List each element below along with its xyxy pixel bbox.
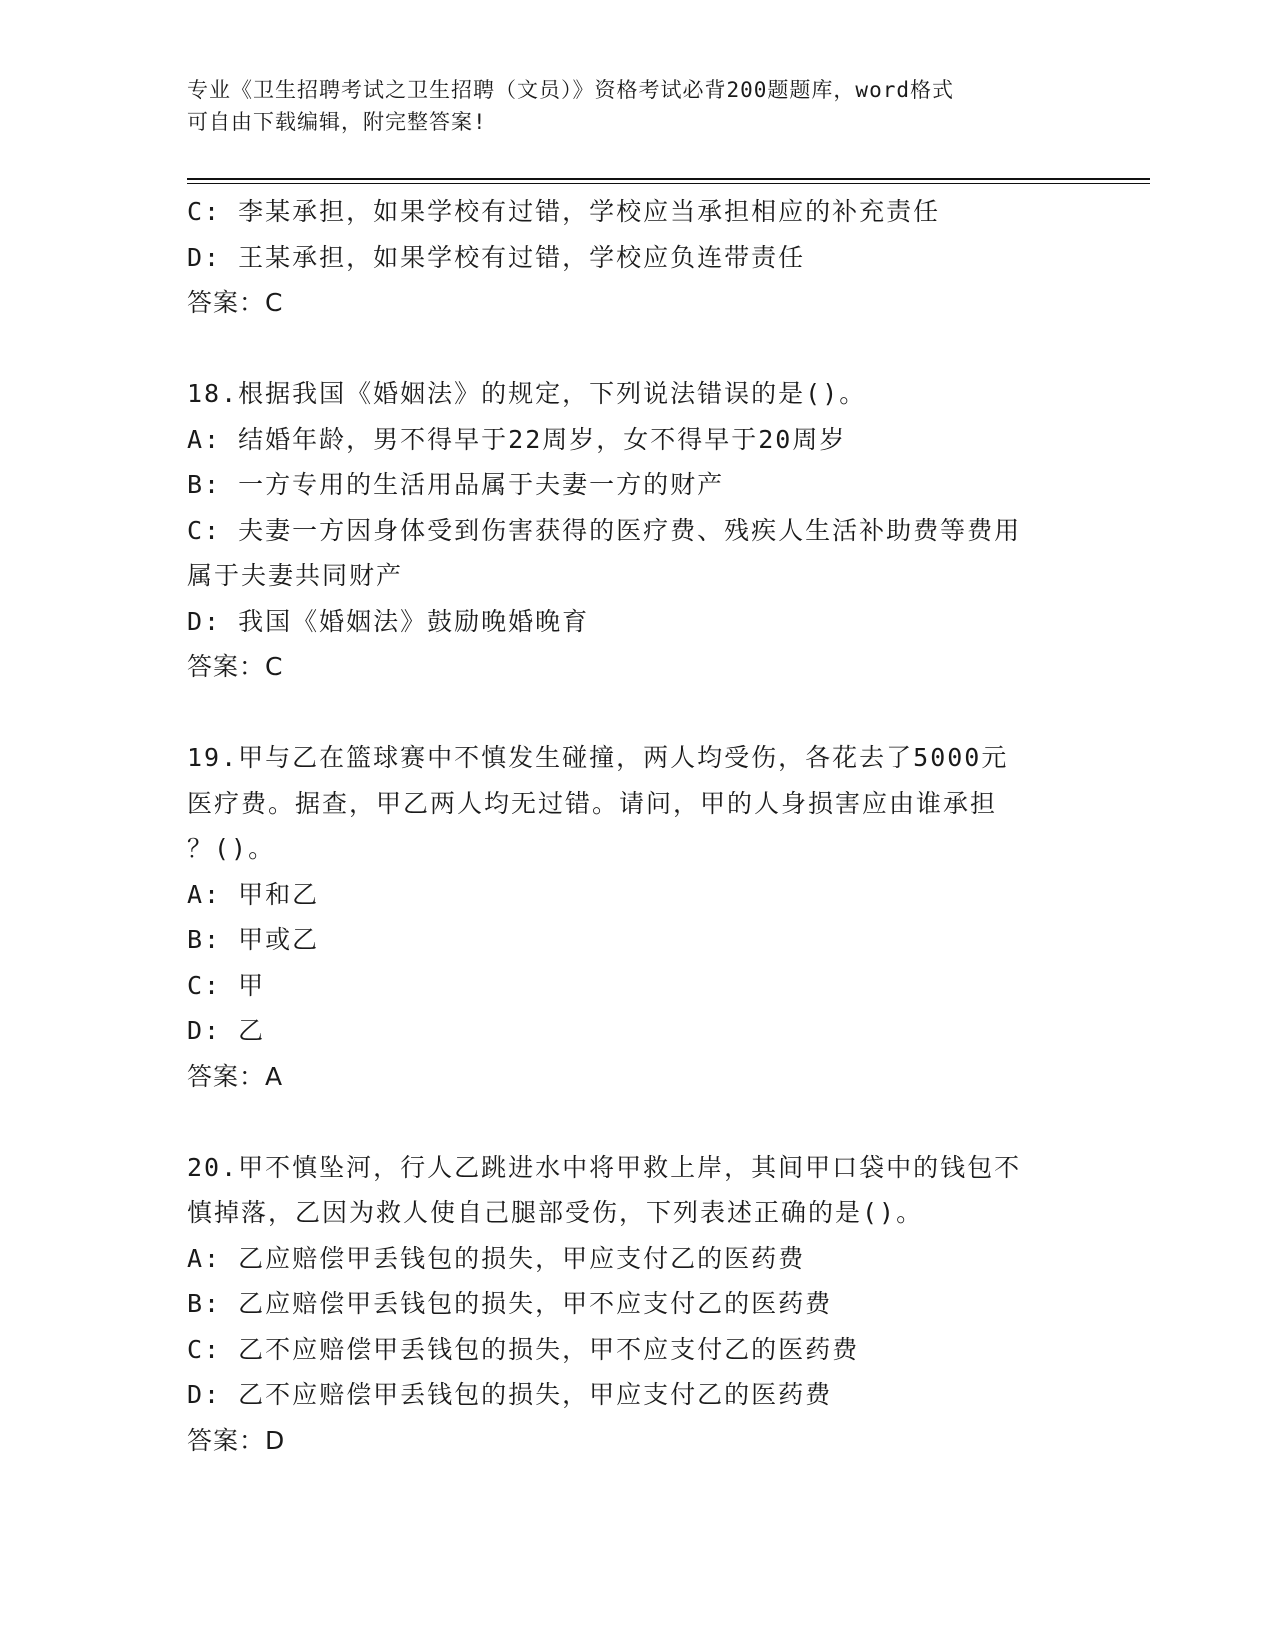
question-stem-continued: ？()。	[187, 834, 276, 863]
question-list	[187, 189, 1087, 1463]
option-a: A: 乙应赔偿甲丢钱包的损失，甲应支付乙的医药费	[187, 1243, 806, 1273]
option-d: D: 王某承担，如果学校有过错，学校应负连带责任	[187, 242, 806, 272]
option-a: A: 结婚年龄，男不得早于22周岁，女不得早于20周岁	[187, 424, 847, 454]
answer: 答案：A	[187, 1061, 284, 1091]
option-c: C: 李某承担，如果学校有过错，学校应当承担相应的补充责任	[187, 197, 941, 226]
question-stem: 18.根据我国《婚姻法》的规定，下列说法错误的是()。	[187, 379, 867, 408]
option-c: C: 乙不应赔偿甲丢钱包的损失，甲不应支付乙的医药费	[187, 1334, 860, 1364]
question-18	[187, 371, 1087, 690]
spacer	[187, 1099, 1087, 1145]
option-c: C: 甲	[187, 970, 266, 1000]
option-d: D: 乙不应赔偿甲丢钱包的损失，甲应支付乙的医药费	[187, 1380, 833, 1409]
spacer	[187, 326, 1087, 372]
question-stem: 20.甲不慎坠河，行人乙跳进水中将甲救上岸，其间甲口袋中的钱包不	[187, 1152, 1022, 1182]
option-b: B: 一方专用的生活用品属于夫妻一方的财产	[187, 470, 725, 499]
document-header	[187, 74, 1067, 138]
option-d: D: 我国《婚姻法》鼓励晚婚晚育	[187, 606, 590, 636]
question-stem-continued: 医疗费。据查，甲乙两人均无过错。请问，甲的人身损害应由谁承担	[187, 788, 998, 818]
option-d: D: 乙	[187, 1016, 266, 1045]
header-line-2: 可自由下载编辑，附完整答案!	[187, 110, 487, 134]
option-b: B: 甲或乙	[187, 925, 320, 954]
option-c-continued: 属于夫妻共同财产	[187, 561, 404, 590]
answer: 答案：C	[187, 288, 284, 317]
option-a: A: 甲和乙	[187, 879, 320, 909]
option-c: C: 夫妻一方因身体受到伤害获得的医疗费、残疾人生活补助费等费用	[187, 515, 1022, 545]
header-rule-thick	[187, 178, 1150, 180]
question-19	[187, 735, 1087, 1099]
question-17-tail	[187, 189, 1087, 326]
question-stem-continued: 慎掉落，乙因为救人使自己腿部受伤，下列表述正确的是()。	[187, 1198, 924, 1227]
spacer	[187, 690, 1087, 736]
header-line-1: 专业《卫生招聘考试之卫生招聘（文员）》资格考试必背200题题库，word格式	[187, 78, 954, 102]
answer: 答案：D	[187, 1425, 286, 1455]
question-20	[187, 1145, 1087, 1464]
question-stem: 19.甲与乙在篮球赛中不慎发生碰撞，两人均受伤，各花去了5000元	[187, 743, 1009, 772]
answer: 答案：C	[187, 652, 284, 681]
option-b: B: 乙应赔偿甲丢钱包的损失，甲不应支付乙的医药费	[187, 1289, 833, 1318]
header-rule-thin	[187, 183, 1150, 184]
